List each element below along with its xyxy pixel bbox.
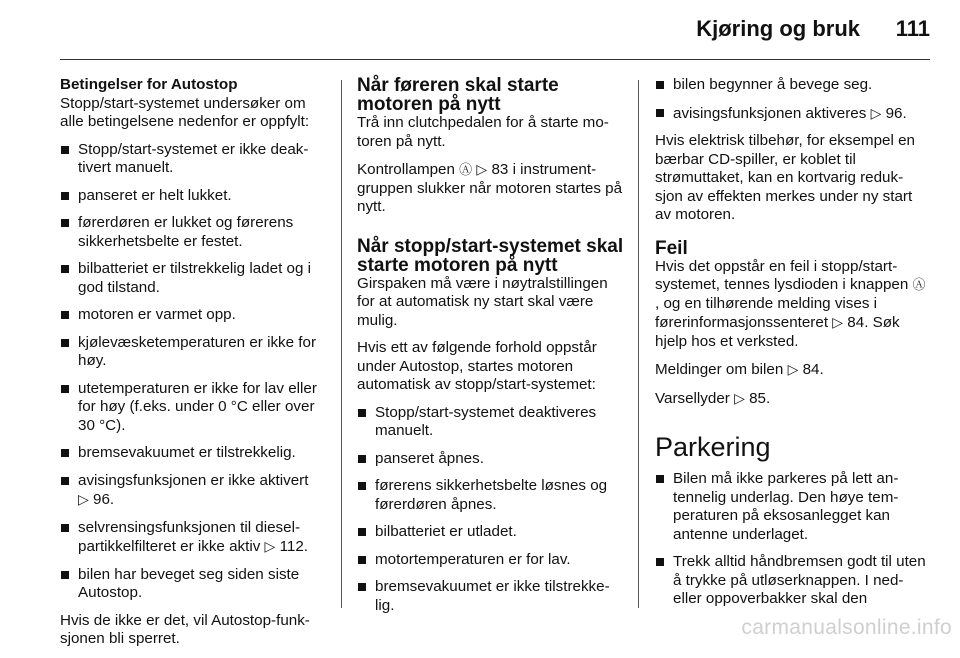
list-item: bilbatteriet er tilstrekkelig ladet og i god tilstand.	[60, 260, 330, 297]
list-item: kjølevæsketemperaturen er ikke for høy.	[60, 334, 330, 371]
paragraph: Stopp/start-systemet undersøker om alle betingelsene nedenfor er oppfylt:	[60, 94, 310, 130]
chapter-heading: Parkering	[655, 432, 771, 462]
list-item: førerdøren er lukket og førerens sikkerhetsbelte er festet.	[60, 214, 330, 251]
section-heading: Når føreren skal starte motoren på nytt	[357, 75, 559, 115]
paragraph: Hvis det oppstår en feil i stopp/start-systemet, tennes lysdioden i knappen Ⓐ, og en tilhørende melding vises i førerinformasjonssenteret ▷ 84. Søk hjelp hos et verksted.	[655, 257, 926, 350]
page-ref-link[interactable]: 85.	[749, 389, 771, 407]
paragraph: Girspaken må være i nøytralstillingen for at automatisk ny start skal være mulig.	[357, 274, 608, 329]
paragraph: Hvis de ikke er det, vil Autostop-funk-sjonen bli sperret.	[60, 611, 310, 647]
list-item: utetemperaturen er ikke for lav eller for høy (f.eks. under 0 °C eller over 30 °C).	[60, 380, 330, 436]
square-bullet-icon	[61, 219, 69, 227]
list-item: panseret åpnes.	[357, 450, 627, 469]
list-item: avisingsfunksjonen er ikke aktivert ▷ 96.	[60, 472, 330, 510]
page-ref-arrow-icon: ▷	[870, 104, 882, 121]
list-item: bremsevakuumet er tilstrekkelig.	[60, 444, 330, 463]
list-item: bilen begynner å bevege seg.	[655, 76, 927, 95]
square-bullet-icon	[61, 311, 69, 319]
section-title: Kjøring og bruk	[696, 16, 860, 41]
list-item: Stopp/start-systemet er ikke deak-tivert manuelt.	[60, 141, 330, 178]
square-bullet-icon	[61, 571, 69, 579]
column-3	[655, 76, 927, 618]
page-ref-link[interactable]: 96.	[93, 491, 115, 508]
page-ref-link[interactable]: 96.	[885, 104, 907, 122]
square-bullet-icon	[358, 528, 366, 536]
square-bullet-icon	[656, 558, 664, 566]
section-heading: Feil	[655, 237, 688, 259]
list-item: bremsevakuumet er ikke tilstrekke-lig.	[357, 578, 627, 615]
page-ref-arrow-icon: ▷	[476, 161, 488, 177]
watermark: carmanualsonline.info	[741, 616, 952, 639]
autostop-indicator-icon: Ⓐ	[459, 162, 473, 177]
square-bullet-icon	[61, 146, 69, 154]
header-rule	[60, 59, 930, 60]
list-item: Bilen må ikke parkeres på lett an-tennelig underlag. Den høye tem-peraturen på eksosanlegget kan antenne underlaget.	[655, 470, 927, 544]
paragraph: Kontrollampen Ⓐ ▷ 83 i instrument-gruppen slukker når motoren startes på nytt.	[357, 161, 623, 215]
page-ref-link[interactable]: 112.	[279, 538, 308, 555]
paragraph: Hvis ett av følgende forhold oppstår under Autostop, startes motoren automatisk av stopp/start-systemet:	[357, 339, 597, 393]
list-item: motortemperaturen er for lav.	[357, 551, 627, 570]
page-ref-arrow-icon: ▷	[264, 538, 276, 554]
page-ref-link[interactable]: 83	[491, 161, 509, 178]
autostop-button-icon: Ⓐ	[912, 277, 926, 292]
square-bullet-icon	[61, 477, 69, 485]
page-header	[60, 0, 930, 62]
list-item: motoren er varmet opp.	[60, 306, 330, 325]
list-item: bilbatteriet er utladet.	[357, 523, 627, 542]
subheading: Betingelser for Autostop	[60, 76, 238, 93]
square-bullet-icon	[61, 192, 69, 200]
square-bullet-icon	[61, 265, 69, 273]
column-divider	[638, 80, 639, 608]
square-bullet-icon	[61, 449, 69, 457]
page-number: 111	[895, 16, 930, 41]
list-item: panseret er helt lukket.	[60, 187, 330, 206]
square-bullet-icon	[61, 524, 69, 532]
square-bullet-icon	[656, 109, 664, 117]
list-item: selvrensingsfunksjonen til diesel-partikkelfilteret er ikke aktiv ▷ 112.	[60, 519, 330, 557]
page-ref-arrow-icon: ▷	[78, 491, 89, 507]
page-ref-arrow-icon: ▷	[787, 361, 799, 377]
square-bullet-icon	[358, 556, 366, 564]
list-item: avisingsfunksjonen aktiveres ▷ 96.	[655, 104, 927, 124]
square-bullet-icon	[61, 385, 69, 393]
column-2	[357, 76, 627, 624]
list-item: Stopp/start-systemet deaktiveres manuelt.	[357, 404, 627, 441]
paragraph: Trå inn clutchpedalen for å starte mo-toren på nytt.	[357, 114, 609, 150]
square-bullet-icon	[656, 475, 664, 483]
square-bullet-icon	[358, 409, 366, 417]
column-divider	[341, 80, 342, 608]
section-heading: Når stopp/start-systemet skal starte motoren på nytt	[357, 235, 624, 276]
page-ref-link[interactable]: 84. Søk hjelp hos et verksted.	[655, 314, 900, 350]
square-bullet-icon	[358, 455, 366, 463]
list-item: bilen har beveget seg siden siste Autostop.	[60, 566, 330, 603]
square-bullet-icon	[656, 81, 664, 89]
paragraph: Varsellyder ▷ 85.	[655, 389, 771, 407]
list-item: førerens sikkerhetsbelte løsnes og førerdøren åpnes.	[357, 477, 627, 514]
column-1	[60, 76, 330, 658]
page-ref-arrow-icon: ▷	[832, 314, 844, 330]
list-item: Trekk alltid håndbremsen godt til uten å trykke på utløserknappen. I ned- eller oppoverbakker skal den	[655, 553, 927, 609]
page-ref-arrow-icon: ▷	[734, 389, 745, 406]
square-bullet-icon	[358, 482, 366, 490]
page-ref-link[interactable]: 84.	[802, 361, 824, 378]
paragraph: Hvis elektrisk tilbehør, for eksempel en bærbar CD-spiller, er koblet til strømuttaket, kan en kortvarig reduk-sjon av effekten merkes under ny start av motoren.	[655, 132, 915, 223]
paragraph: Meldinger om bilen ▷ 84.	[655, 361, 824, 378]
square-bullet-icon	[61, 339, 69, 347]
square-bullet-icon	[358, 583, 366, 591]
